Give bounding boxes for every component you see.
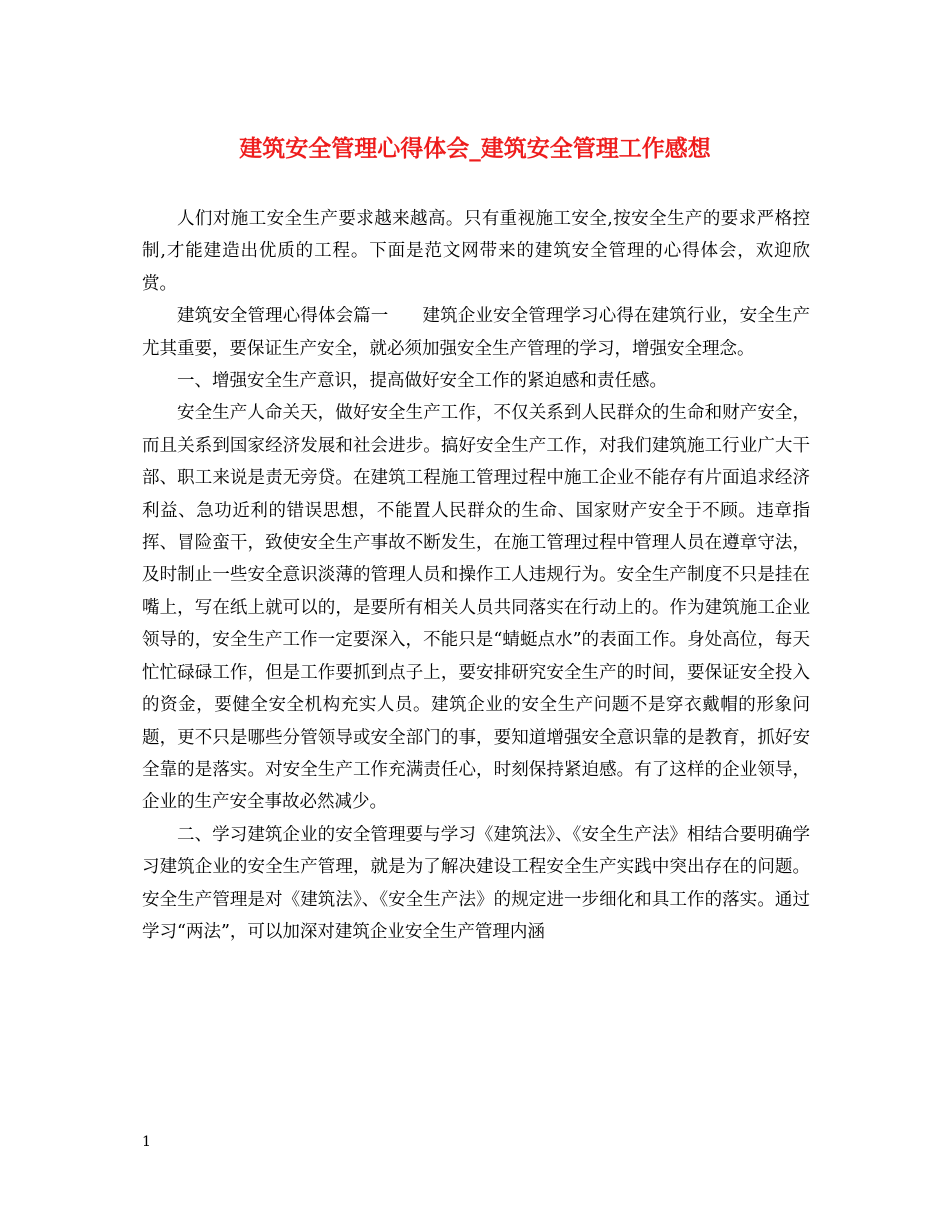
paragraph-section-one-heading: 一、增强安全生产意识，提高做好安全工作的紧迫感和责任感。	[177, 371, 667, 392]
paragraph-section-one-body: 安全生产人命关天，做好安全生产工作，不仅关系到人民群众的生命和财产安全，而且关系到国家经济发展和社会进步。搞好安全生产工作，对我们建筑施工行业广大干部、职工来说是责无旁贷。在建筑工程施工管理过程中施工企业不能存有片面追求经济利益、急功近利的错误思想，不能置人民群众的生命、国家财产安全于不顾。违章指挥、冒险蛮干，致使安全生产事故不断发生，在施工管理过程中管理人员在遵章守法，及时制止一些安全意识淡薄的管理人员和操作工人违规行为。安全生产制度不只是挂在嘴上，写在纸上就可以的，是要所有相关人员共同落实在行动上的。作为建筑施工企业领导的，安全生产工作一定要深入，不能只是“蜻蜓点水”的表面工作。身处高位，每天忙忙碌碌工作，但是工作要抓到点子上，要安排研究安全生产的时间，要保证安全投入的资金，要健全安全机构充实人员。建筑企业的安全生产问题不是穿衣戴帽的形象问题，更不只是哪些分管领导或安全部门的事，要知道增强安全意识靠的是教育，抓好安全靠的是落实。对安全生产工作充满责任心，时刻保持紧迫感。有了这样的企业领导，企业的生产安全事故必然减少。	[142, 403, 810, 813]
paragraph-article-one: 建筑安全管理心得体会篇一 建筑企业安全管理学习心得在建筑行业，安全生产尤其重要，要保证生产安全，就必须加强安全生产管理的学习，增强安全理念。	[142, 306, 810, 359]
paragraph-intro: 人们对施工安全生产要求越来越高。只有重视施工安全,按安全生产的要求严格控制,才能建造出优质的工程。下面是范文网带来的建筑安全管理的心得体会，欢迎欣赏。	[142, 209, 810, 294]
document-title: 建筑安全管理心得体会_建筑安全管理工作感想	[239, 135, 711, 162]
document-body	[142, 203, 810, 948]
page-number: 1	[142, 1134, 151, 1150]
paragraph-section-two: 二、学习建筑企业的安全管理要与学习《建筑法》、《安全生产法》相结合要明确学习建筑企业的安全生产管理，就是为了解决建设工程安全生产实践中突出存在的问题。安全生产管理是对《建筑法》、《安全生产法》的规定进一步细化和具工作的落实。通过学习“两法”，可以加深对建筑企业安全生产管理内涵	[142, 824, 810, 942]
